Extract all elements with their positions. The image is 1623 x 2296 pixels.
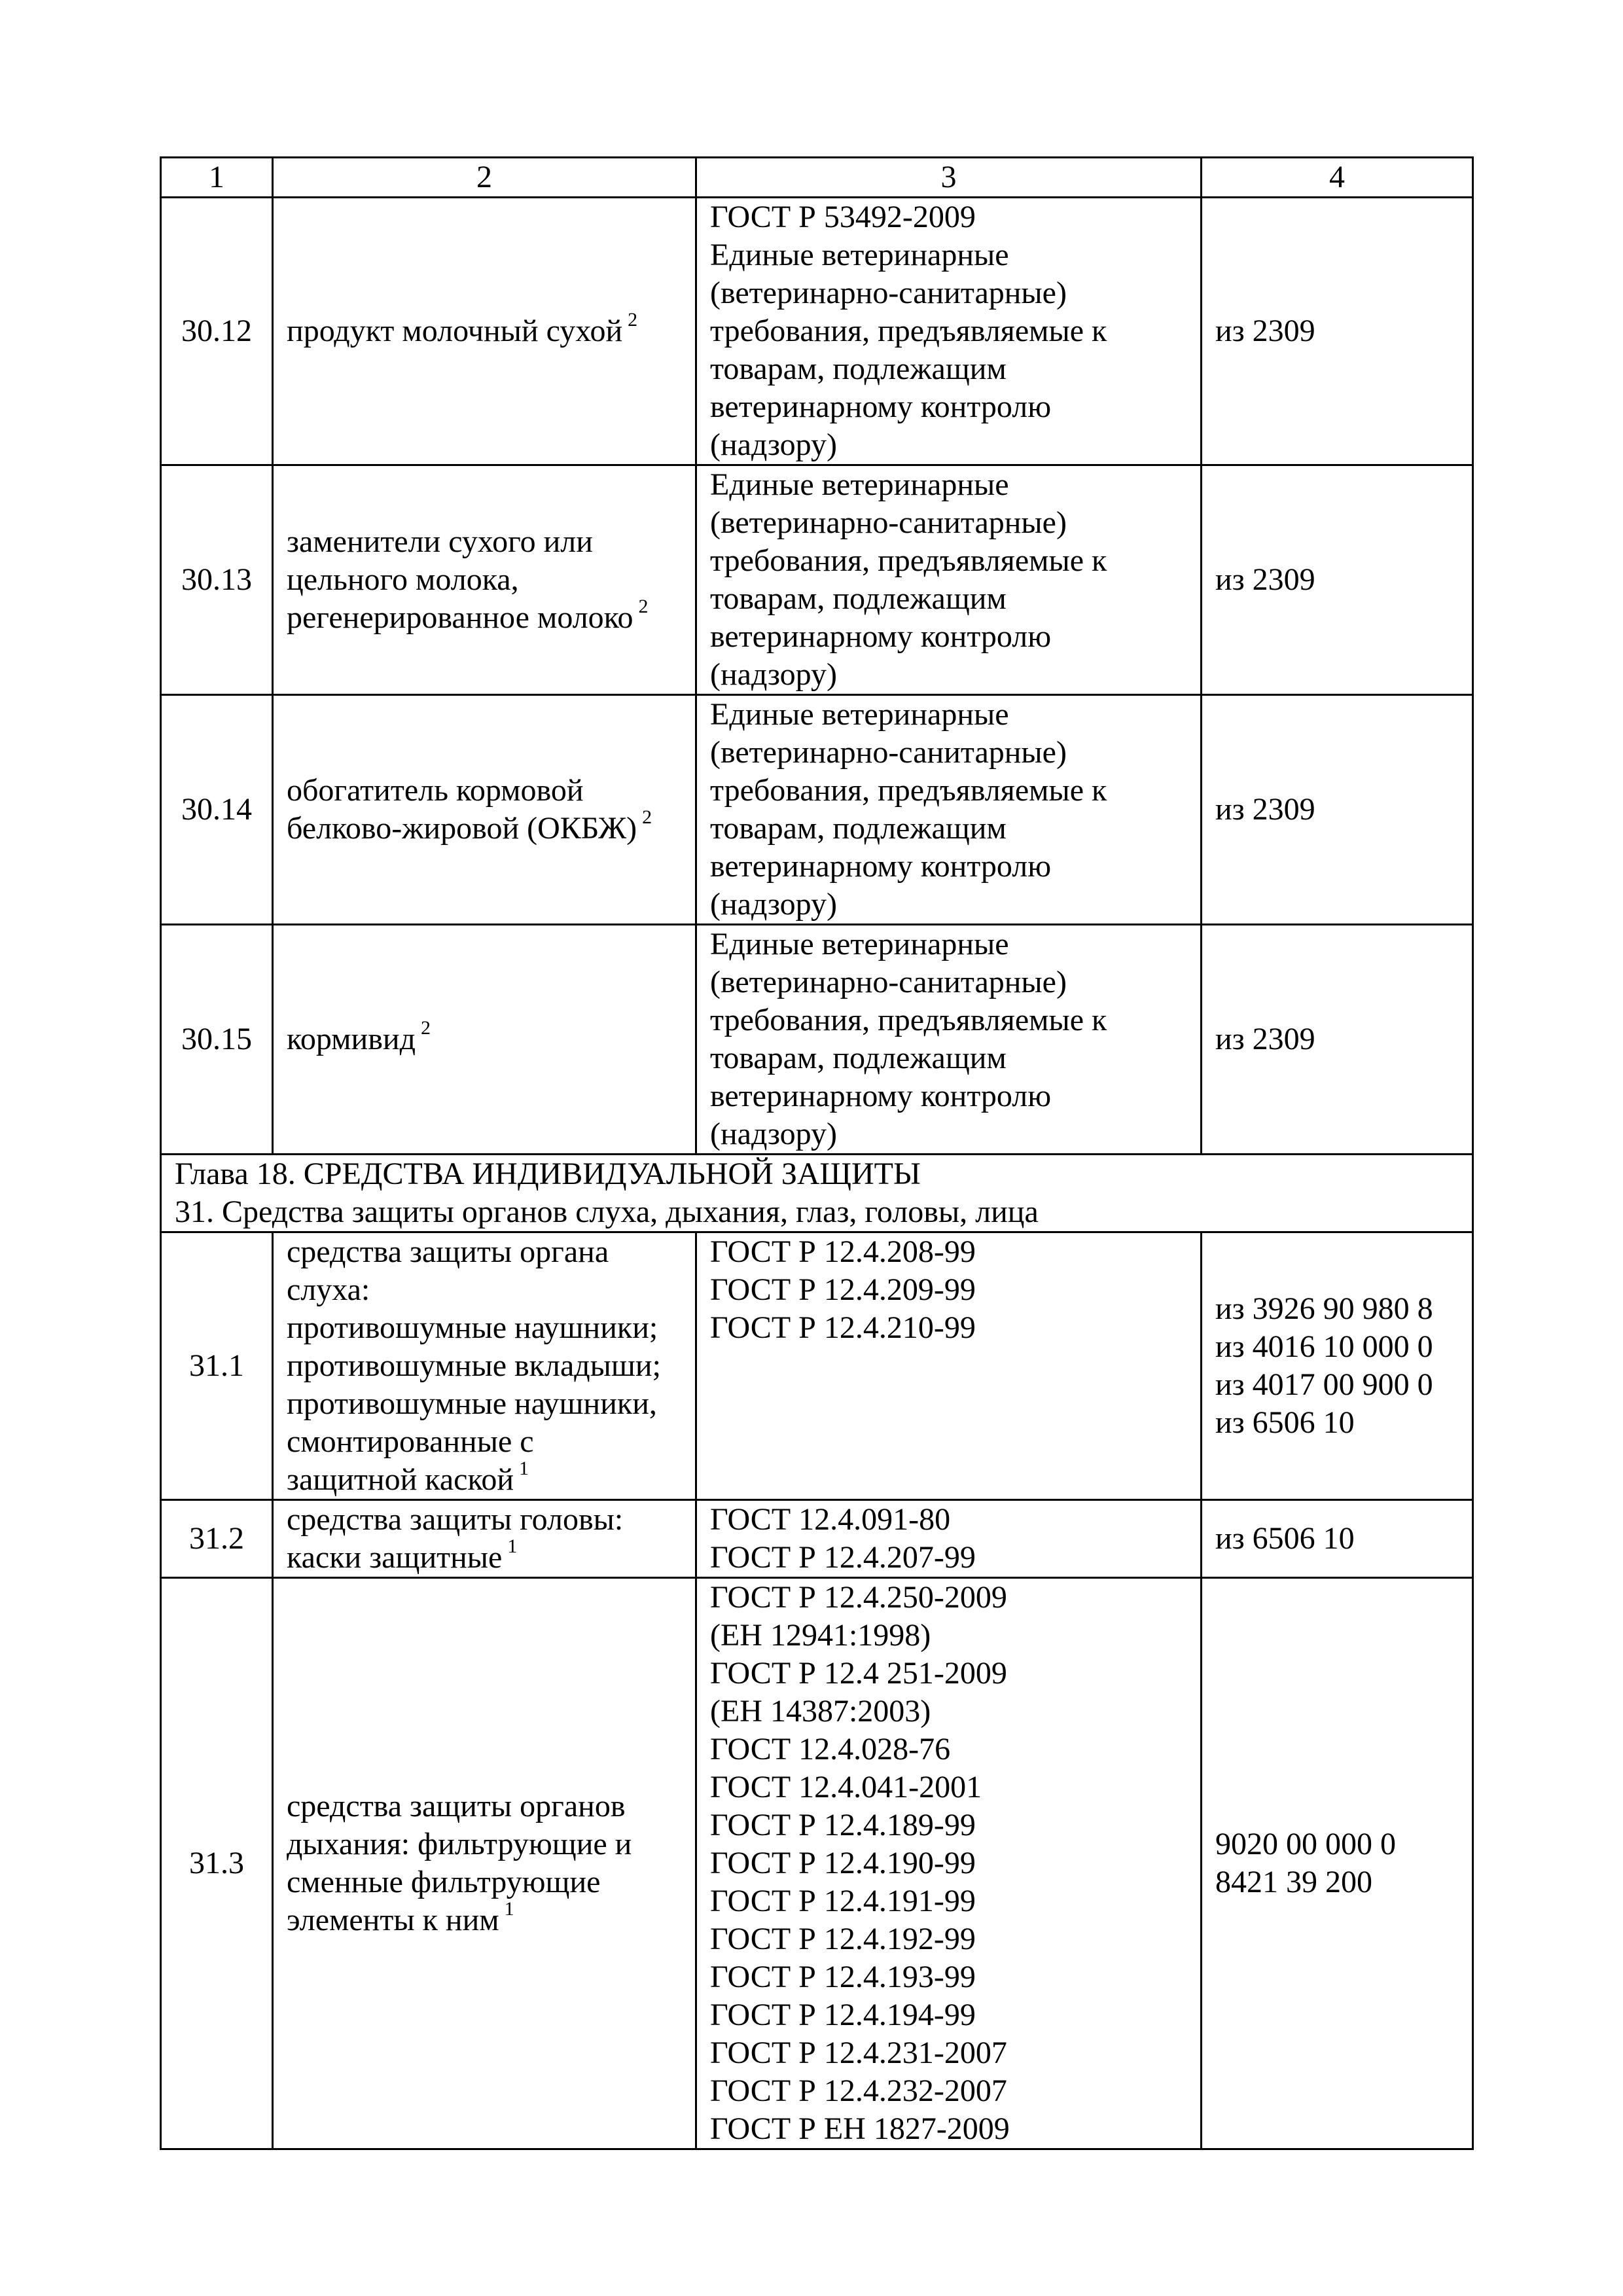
standard-line: (надзору) (710, 1117, 838, 1151)
standard-line: ГОСТ Р 12.4.231-2007 (710, 2036, 1007, 2070)
product-name-text: слуха: (287, 1272, 370, 1307)
standard-line: (надзору) (710, 887, 838, 922)
product-name-line (287, 1347, 682, 1385)
tn-ved-code: из 2309 (1215, 1022, 1315, 1056)
standard-line: ГОСТ Р 12.4.192-99 (710, 1922, 976, 1956)
column-header: 1 (161, 158, 273, 198)
standard-line: ГОСТ Р 12.4.189-99 (710, 1808, 976, 1842)
standard-line: ГОСТ 12.4.041-2001 (710, 1770, 982, 1804)
chapter-heading (161, 1155, 1473, 1232)
product-name-line (287, 596, 682, 637)
product-name-line (287, 1309, 682, 1347)
chapter-title: Глава 18. СРЕДСТВА ИНДИВИДУАЛЬНОЙ ЗАЩИТЫ (175, 1157, 921, 1191)
tn-ved-code: из 2309 (1215, 562, 1315, 597)
tn-ved-code: из 2309 (1215, 314, 1315, 348)
standards-cell (696, 1232, 1202, 1500)
footnote-marker: 1 (507, 1535, 518, 1557)
product-name-text: элементы к ним (287, 1903, 499, 1937)
product-name-cell (273, 1578, 696, 2149)
standards-cell (696, 925, 1202, 1155)
product-name-line (287, 1017, 682, 1058)
standards-cell (696, 695, 1202, 925)
tn-ved-code-cell (1202, 465, 1473, 695)
standard-line: ветеринарному контролю (710, 849, 1052, 884)
standards-cell (696, 1578, 1202, 2149)
product-name-text: каски защитные (287, 1540, 503, 1575)
product-name-cell (273, 1500, 696, 1578)
standard-line: ГОСТ Р 12.4.190-99 (710, 1846, 976, 1880)
product-name-text: противошумные наушники, (287, 1386, 657, 1421)
standard-line: Единые ветеринарные (710, 467, 1009, 502)
product-name-text: дыхания: фильтрующие и (287, 1827, 632, 1861)
product-name-text: противошумные наушники; (287, 1310, 658, 1345)
standard-line: ветеринарному контролю (710, 1079, 1052, 1113)
product-name-line (287, 1787, 682, 1825)
column-header: 2 (273, 158, 696, 198)
table-row (161, 465, 1473, 695)
product-name-text: смонтированные с (287, 1424, 534, 1459)
standard-line: ветеринарному контролю (710, 619, 1052, 654)
product-name-line (287, 309, 682, 350)
table-row (161, 1578, 1473, 2149)
column-header: 3 (696, 158, 1202, 198)
standard-line: (надзору) (710, 427, 838, 462)
column-header: 4 (1202, 158, 1473, 198)
product-name-line (287, 1898, 682, 1939)
standard-line: (ветеринарно-санитарные) (710, 276, 1067, 310)
product-name-text: заменители сухого или (287, 524, 593, 559)
standard-line: требования, предъявляемые к (710, 773, 1107, 808)
footnote-marker: 1 (519, 1458, 529, 1479)
product-name-cell (273, 465, 696, 695)
product-name-text: кормивид (287, 1022, 416, 1056)
standard-line: (надзору) (710, 657, 838, 692)
product-name-text: средства защиты головы: (287, 1502, 624, 1537)
row-number: 30.13 (161, 465, 273, 695)
product-name-text: белково-жировой (ОКБЖ) (287, 811, 637, 846)
standard-line: ветеринарному контролю (710, 389, 1052, 424)
table-row (161, 925, 1473, 1155)
product-name-line (287, 1501, 682, 1539)
standard-line: ГОСТ 12.4.028-76 (710, 1732, 951, 1767)
row-number: 30.14 (161, 695, 273, 925)
row-number: 30.15 (161, 925, 273, 1155)
standard-line: ГОСТ Р ЕН 1827-2009 (710, 2111, 1010, 2146)
tn-ved-code-cell (1202, 925, 1473, 1155)
tn-ved-code: из 6506 10 (1215, 1405, 1355, 1440)
standard-line: (ЕН 14387:2003) (710, 1694, 931, 1729)
footnote-marker: 2 (628, 309, 638, 331)
standard-line: (ЕН 12941:1998) (710, 1618, 931, 1653)
standard-line: ГОСТ Р 12.4 251-2009 (710, 1656, 1007, 1691)
product-name-line (287, 772, 682, 810)
table-header-row (161, 158, 1473, 198)
standard-line: требования, предъявляемые к (710, 543, 1107, 578)
product-name-line (287, 523, 682, 561)
product-name-line (287, 1863, 682, 1901)
product-name-text: противошумные вкладыши; (287, 1348, 661, 1383)
standards-cell (696, 465, 1202, 695)
standard-line: (ветеринарно-санитарные) (710, 505, 1067, 540)
product-name-line (287, 561, 682, 599)
tn-ved-code-cell (1202, 1500, 1473, 1578)
standards-cell (696, 198, 1202, 465)
product-name-line (287, 1385, 682, 1423)
standard-line: ГОСТ Р 12.4.207-99 (710, 1540, 976, 1575)
footnote-marker: 2 (421, 1017, 431, 1039)
product-table (160, 156, 1474, 2150)
standards-cell (696, 1500, 1202, 1578)
product-name-cell (273, 925, 696, 1155)
standard-line: требования, предъявляемые к (710, 314, 1107, 348)
tn-ved-code-cell (1202, 1578, 1473, 2149)
product-name-line (287, 1458, 682, 1499)
tn-ved-code: из 4017 00 900 0 (1215, 1367, 1433, 1402)
table-row (161, 1232, 1473, 1500)
standard-line: ГОСТ Р 12.4.191-99 (710, 1884, 976, 1918)
tn-ved-code: из 2309 (1215, 792, 1315, 827)
product-name-line (287, 806, 682, 848)
tn-ved-code-cell (1202, 1232, 1473, 1500)
standard-line: ГОСТ Р 12.4.209-99 (710, 1272, 976, 1307)
section-title: 31. Средства защиты органов слуха, дыхания, глаз, головы, лица (175, 1194, 1039, 1229)
tn-ved-code: из 3926 90 980 8 (1215, 1291, 1433, 1326)
standard-line: Единые ветеринарные (710, 927, 1009, 961)
table-section-30 (161, 198, 1473, 1155)
tn-ved-code: из 4016 10 000 0 (1215, 1329, 1433, 1364)
standard-line: ГОСТ Р 12.4.210-99 (710, 1310, 976, 1345)
standard-line: (ветеринарно-санитарные) (710, 965, 1067, 999)
table-section-31 (161, 1232, 1473, 2149)
product-name-line (287, 1233, 682, 1271)
standard-line: ГОСТ Р 53492-2009 (710, 200, 976, 234)
row-number: 31.1 (161, 1232, 273, 1500)
standard-line: ГОСТ Р 12.4.208-99 (710, 1234, 976, 1269)
footnote-marker: 2 (638, 596, 649, 617)
product-name-text: защитной каской (287, 1462, 514, 1497)
tn-ved-code: 9020 00 000 0 (1215, 1827, 1396, 1861)
standard-line: товарам, подлежащим (710, 581, 1007, 616)
standard-line: ГОСТ Р 12.4.194-99 (710, 1998, 976, 2032)
product-name-text: регенерированное молоко (287, 600, 633, 635)
tn-ved-code-cell (1202, 695, 1473, 925)
product-name-cell (273, 695, 696, 925)
product-name-text: продукт молочный сухой (287, 314, 623, 348)
tn-ved-code-cell (1202, 198, 1473, 465)
product-name-line (287, 1423, 682, 1461)
product-name-text: средства защиты органа (287, 1234, 609, 1269)
product-name-cell (273, 198, 696, 465)
standard-line: ГОСТ 12.4.091-80 (710, 1502, 951, 1537)
standard-line: ГОСТ Р 12.4.250-2009 (710, 1580, 1007, 1615)
standard-line: Единые ветеринарные (710, 238, 1009, 272)
row-number: 31.2 (161, 1500, 273, 1578)
chapter-row (161, 1155, 1473, 1232)
product-name-line (287, 1825, 682, 1863)
row-number: 31.3 (161, 1578, 273, 2149)
product-name-text: цельного молока, (287, 562, 519, 597)
tn-ved-code: из 6506 10 (1215, 1521, 1355, 1556)
standard-line: (ветеринарно-санитарные) (710, 735, 1067, 770)
tn-ved-code: 8421 39 200 (1215, 1865, 1372, 1899)
standard-line: товарам, подлежащим (710, 351, 1007, 386)
footnote-marker: 1 (504, 1898, 514, 1920)
product-name-cell (273, 1232, 696, 1500)
product-name-text: обогатитель кормовой (287, 773, 584, 808)
standard-line: товарам, подлежащим (710, 811, 1007, 846)
table-row (161, 695, 1473, 925)
footnote-marker: 2 (642, 806, 652, 828)
product-name-line (287, 1271, 682, 1309)
table-row (161, 198, 1473, 465)
standard-line: ГОСТ Р 12.4.193-99 (710, 1960, 976, 1994)
standard-line: Единые ветеринарные (710, 697, 1009, 732)
product-name-line (287, 1535, 682, 1577)
standard-line: требования, предъявляемые к (710, 1003, 1107, 1037)
row-number: 30.12 (161, 198, 273, 465)
standard-line: товарам, подлежащим (710, 1041, 1007, 1075)
product-name-text: сменные фильтрующие (287, 1865, 601, 1899)
product-name-text: средства защиты органов (287, 1789, 626, 1823)
table-row (161, 1500, 1473, 1578)
standard-line: ГОСТ Р 12.4.232-2007 (710, 2073, 1007, 2108)
